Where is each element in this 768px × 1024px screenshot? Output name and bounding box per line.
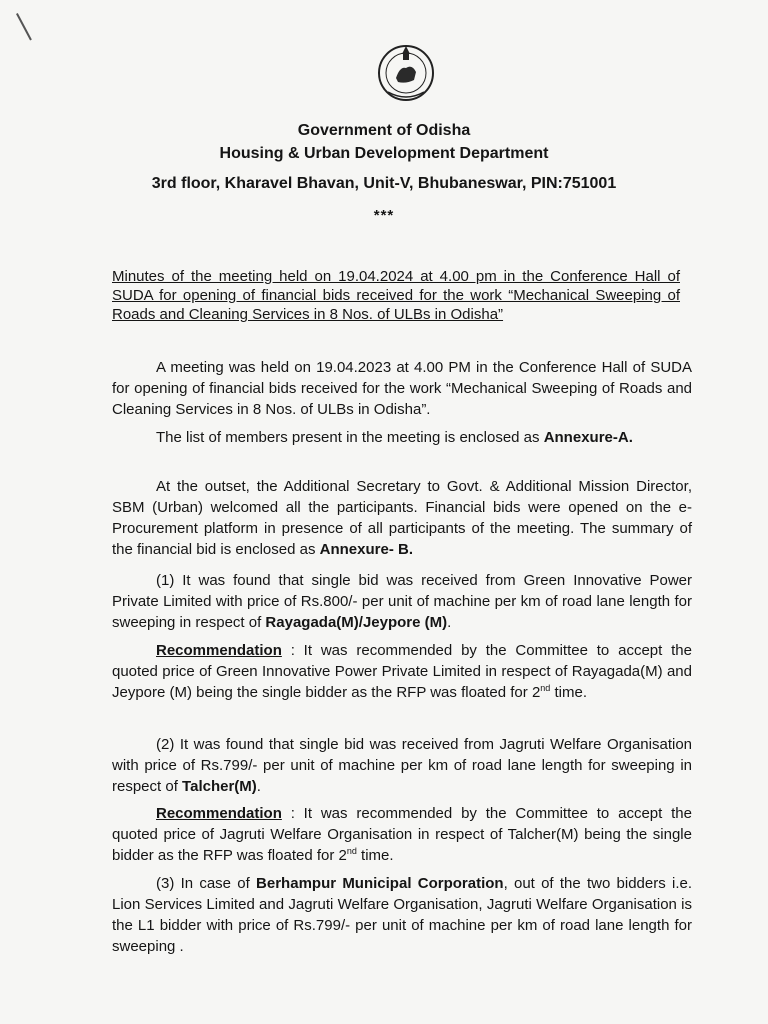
recommendation-1-end: time. [550, 684, 587, 701]
recommendation-2-sup: nd [346, 846, 357, 856]
item-2-end: . [256, 778, 261, 795]
recommendation-1-sup: nd [540, 683, 551, 693]
item-1-ulb: Rayagada(M)/Jeypore (M) [265, 614, 448, 631]
recommendation-1-text: : It was recommended by the Committee to accept the quoted price of Green Innovative Power Private Limited in respect of Rayagada(M) and Jeypore (M) being the single bidder as the RFP was floated for 2 [112, 642, 692, 701]
recommendation-2 [112, 803, 692, 866]
item-3-ulb: Berhampur Municipal Corporation [256, 875, 504, 892]
annexure-a: Annexure-A. [543, 429, 633, 446]
item-2-text: (2) It was found that single bid was received from Jagruti Welfare Organisation with price of Rs.799/- per unit of machine per km of road lane length for sweeping in respect of [112, 736, 692, 795]
item-2-ulb: Talcher(M) [182, 778, 257, 795]
annexure-b: Annexure- B. [319, 541, 413, 558]
recommendation-1-label: Recommendation [156, 642, 282, 659]
members-text: The list of members present in the meeting is enclosed as [156, 429, 544, 446]
header-department: Housing & Urban Development Department [219, 145, 549, 162]
header-address: 3rd floor, Kharavel Bhavan, Unit-V, Bhubaneswar, PIN:751001 [151, 175, 617, 192]
item-1-text: (1) It was found that single bid was received from Green Innovative Power Private Limited with price of Rs.800/- per unit of machine per km of road lane length for sweeping in respect of [112, 572, 692, 631]
recommendation-1 [112, 640, 692, 703]
meeting-subject: Minutes of the meeting held on 19.04.2024 at 4.00 pm in the Conference Hall of SUDA for opening of financial bids received for the work “Mechanical Sweeping of Roads and Cleaning Services in 8 Nos. of ULBs in Odisha” [112, 268, 680, 323]
odisha-emblem-icon [376, 40, 436, 110]
paragraph-members [112, 427, 692, 448]
item-2 [112, 734, 692, 797]
item-3 [112, 873, 692, 957]
item-3-end: , out of the two bidders i.e. Lion Services Limited and Jagruti Welfare Organisation, Jagruti Welfare Organisation is the L1 bidder with price of Rs.799/- per unit of machine per km of road lane length for sweeping . [112, 875, 692, 955]
recommendation-2-end: time. [356, 847, 394, 864]
paragraph-outset [112, 476, 692, 560]
item-3-text: (3) In case of [156, 875, 257, 892]
item-1 [112, 570, 692, 633]
outset-text: At the outset, the Additional Secretary to Govt. & Additional Mission Director, SBM (Urban) welcomed all the participants. Financial bids were opened on the e-Procurement platform in presence of all participants of the meeting. The summary of the financial bid is enclosed as [112, 478, 692, 558]
header-separator: *** [373, 207, 395, 224]
paragraph-meeting: A meeting was held on 19.04.2023 at 4.00 PM in the Conference Hall of SUDA for opening of financial bids received for the work “Mechanical Sweeping of Roads and Cleaning Services in 8 Nos. of ULBs in Odisha”. [112, 359, 692, 418]
item-1-end: . [447, 614, 452, 631]
pen-mark [16, 13, 32, 40]
header-government: Government of Odisha [297, 122, 471, 139]
recommendation-2-text: : It was recommended by the Committee to accept the quoted price of Jagruti Welfare Organisation in respect of Talcher(M) being the single bidder as the RFP was floated for 2 [112, 805, 692, 864]
recommendation-2-label: Recommendation [156, 805, 282, 822]
